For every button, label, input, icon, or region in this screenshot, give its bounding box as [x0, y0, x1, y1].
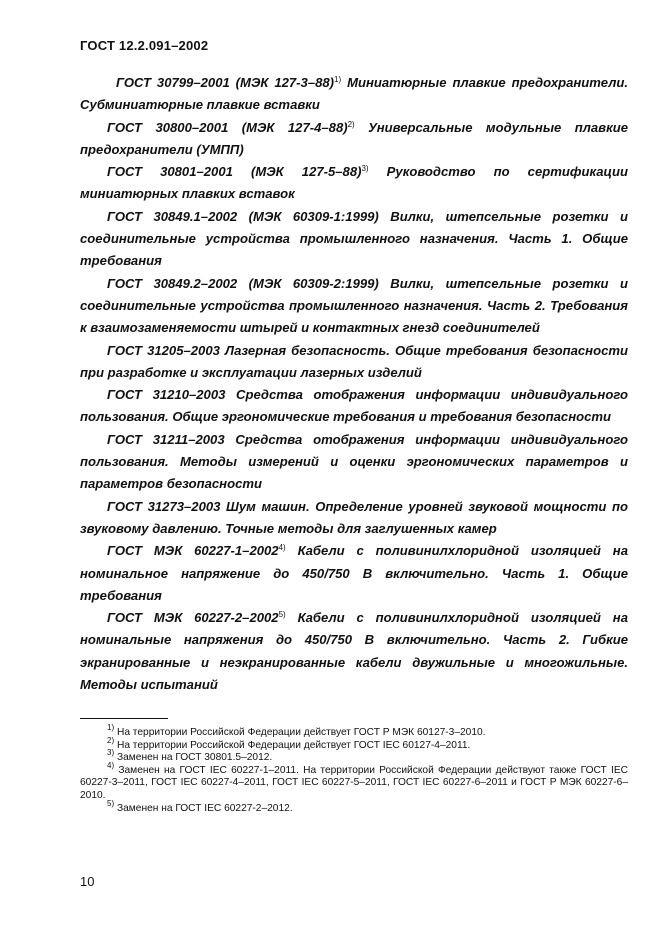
reference-title: Кабели с поливинилхлоридной изоляцией на номинальное напряжение до 450/750 В включительно. Часть 1. Общие требования: [80, 543, 628, 603]
footnote-text: Заменен на ГОСТ 30801.5–2012.: [114, 752, 273, 764]
reference-code: ГОСТ 30800–2001 (МЭК 127-4–88): [107, 119, 348, 135]
reference-title: Вилки, штепсельные розетки и соединительные устройства промышленного назначения. Часть 1. Общие требования: [80, 208, 628, 269]
footnote-item: [80, 798, 628, 816]
footnote-mark: 4): [107, 760, 115, 770]
footnotes: [80, 723, 628, 815]
reference-item: [80, 206, 628, 273]
reference-item: [80, 340, 628, 385]
reference-code: ГОСТ 30849.2–2002 (МЭК 60309-2:1999): [107, 275, 379, 291]
reference-code: ГОСТ 31205–2003: [107, 342, 220, 358]
reference-title: Миниатюрные плавкие предохранители. Субминиатюрные плавкие вставки: [80, 75, 628, 113]
reference-code: ГОСТ 30801–2001 (МЭК 127-5–88): [107, 164, 362, 180]
reference-item: [80, 117, 628, 162]
reference-title: Универсальные модульные плавкие предохранители (УМПП): [80, 119, 628, 157]
reference-title: Кабели с поливинилхлоридной изоляцией на номинальные напряжения до 450/750 В включительно. Часть 2. Гибкие экранированные и неэкранированные кабели двужильные и многожильные. Методы испытаний: [80, 610, 628, 693]
reference-item: [80, 429, 628, 496]
footnote-mark: 2): [347, 119, 355, 129]
reference-code: ГОСТ МЭК 60227-2–2002: [107, 610, 279, 626]
footnote-mark: 3): [107, 748, 115, 758]
reference-title: Вилки, штепсельные розетки и соединительные устройства промышленного назначения. Часть 2. Требования к взаимозаменяемости штырей и контактных гнезд соединителей: [80, 275, 628, 336]
reference-title: Шум машин. Определение уровней звуковой мощности по звуковому давлению. Точные методы для заглушенных камер: [80, 498, 628, 536]
reference-title: Лазерная безопасность. Общие требования безопасности при разработке и эксплуатации лазерных изделий: [80, 342, 628, 380]
footnote-mark: 5): [278, 610, 286, 620]
reference-code: ГОСТ 31273–2003: [107, 498, 221, 514]
footnote-mark: 5): [107, 798, 115, 808]
reference-title: Руководство по сертификации миниатюрных плавких вставок: [80, 164, 628, 202]
footnote-mark: 1): [107, 723, 115, 732]
footnote-item: [80, 723, 628, 740]
footnote-text: На территории Российской Федерации действует ГОСТ IEC 60127-4–2011.: [114, 739, 471, 751]
reference-title: Средства отображения информации индивидуального пользования. Общие эргономические требования и требования безопасности: [80, 387, 628, 425]
footnote-item: [80, 735, 628, 753]
reference-code: ГОСТ 30849.1–2002 (МЭК 60309-1:1999): [107, 208, 379, 224]
reference-code: ГОСТ 31210–2003: [107, 387, 226, 403]
footnote-text: Заменен на ГОСТ IEC 60227-2–2012.: [114, 802, 293, 814]
reference-item: [80, 607, 628, 696]
page-header: ГОСТ 12.2.091–2002: [80, 38, 209, 53]
footnote-mark: 1): [334, 75, 342, 84]
footnote-separator: [80, 718, 168, 719]
page-number: 10: [80, 874, 95, 889]
reference-code: ГОСТ 30799–2001 (МЭК 127-3–88): [116, 75, 335, 90]
reference-item: [80, 496, 628, 541]
reference-code: ГОСТ МЭК 60227-1–2002: [107, 543, 279, 559]
footnote-text: Заменен на ГОСТ IEC 60227-1–2011. На территории Российской Федерации действуют также ГОСТ IEC 60227-3–2011, ГОСТ IEC 60227-4–2011, ГОСТ IEC 60227-5–2011, ГОСТ IEC 60227-6–2011 и ГОСТ Р МЭК 60227-6–2010.: [80, 764, 628, 801]
reference-item: [80, 161, 628, 206]
reference-item: [80, 72, 628, 117]
footnote-mark: 3): [361, 164, 369, 174]
footnote-item: [80, 748, 628, 765]
footnote-mark: 2): [107, 735, 115, 745]
reference-item: [80, 384, 628, 429]
normative-references-list: [80, 72, 628, 696]
reference-title: Средства отображения информации индивидуального пользования. Методы измерений и оценки эргономических параметров и параметров безопасности: [80, 431, 628, 492]
reference-item: [80, 273, 628, 340]
footnote-item: [80, 760, 628, 803]
footnote-text: На территории Российской Федерации действует ГОСТ Р МЭК 60127-3–2010.: [114, 727, 486, 738]
reference-code: ГОСТ 31211–2003: [107, 431, 225, 447]
footnote-mark: 4): [278, 543, 286, 553]
reference-item: [80, 540, 628, 607]
